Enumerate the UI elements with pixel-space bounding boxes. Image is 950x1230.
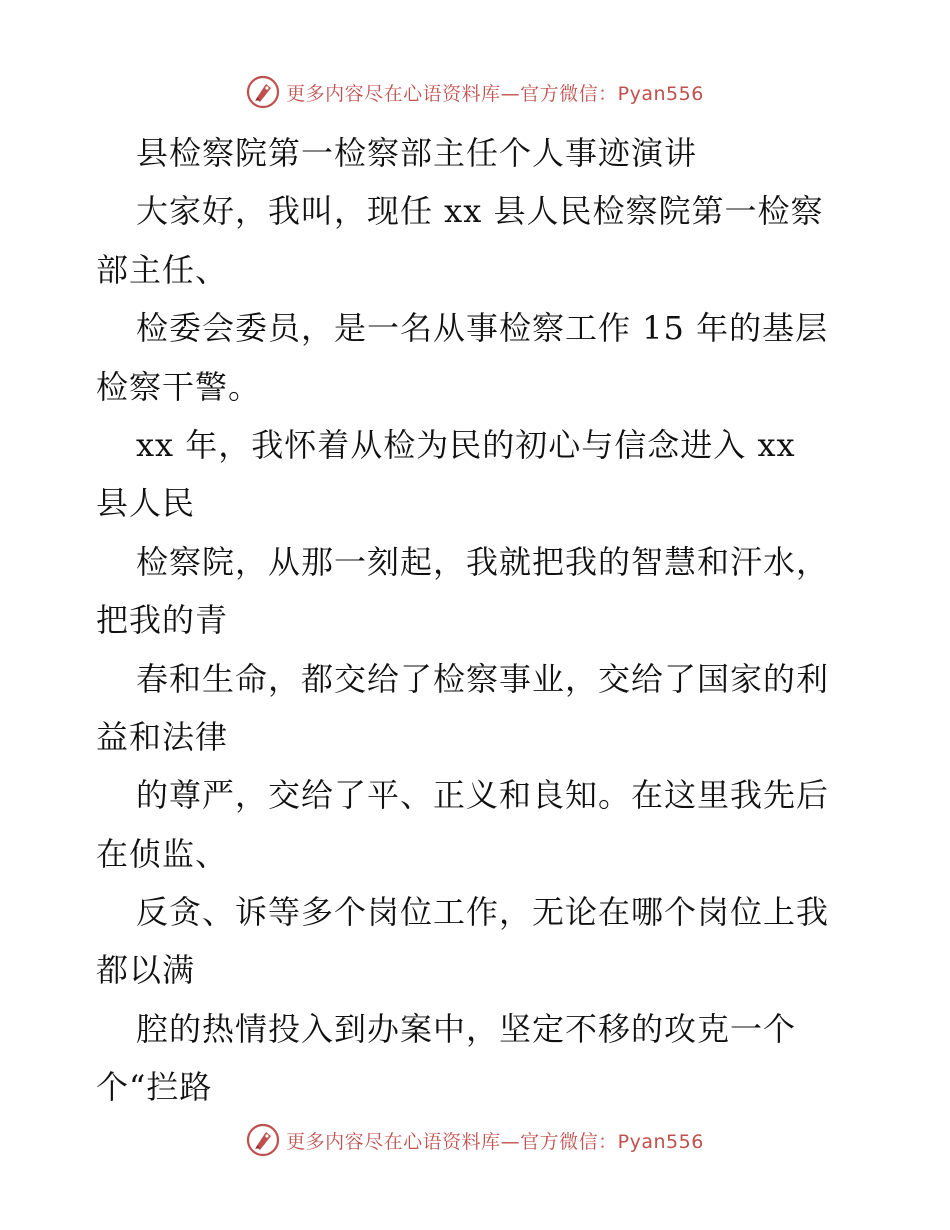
pen-nib-logo-icon (246, 75, 280, 109)
paragraph-line: 腔的热情投入到办案中，坚定不移的攻克一个 (136, 1009, 797, 1048)
footer-banner-text: 更多内容尽在心语资料库—官方微信：Pyan556 (286, 1130, 704, 1153)
header-banner (0, 72, 950, 112)
document-body (96, 124, 856, 1117)
paragraph-line: 把我的青 (96, 601, 229, 640)
paragraph-line: 在侦监、 (96, 834, 229, 873)
paragraph-line: 检察院，从那一刻起，我就把我的智慧和汗水， (136, 542, 830, 581)
paragraph-line: 春和生命，都交给了检察事业，交给了国家的利 (136, 659, 830, 698)
pen-nib-logo-icon (246, 1123, 280, 1157)
paragraph-line: 检察干警。 (96, 367, 262, 406)
paragraph-line: xx 年，我怀着从检为民的初心与信念进入 xx (136, 425, 796, 464)
paragraph-line: 的尊严，交给了平、正义和良知。在这里我先后 (136, 776, 830, 815)
paragraph-line: 个“拦路 (96, 1068, 213, 1107)
document-title: 县检察院第一检察部主任个人事迹演讲 (136, 134, 698, 172)
paragraph-line: 益和法律 (96, 717, 229, 756)
paragraph-line: 检委会委员，是一名从事检察工作 15 年的基层 (136, 309, 829, 348)
paragraph-line: 县人民 (96, 484, 196, 523)
paragraph-line: 反贪、诉等多个岗位工作，无论在哪个岗位上我 (136, 893, 830, 932)
header-banner-text: 更多内容尽在心语资料库—官方微信：Pyan556 (286, 82, 704, 105)
paragraph-line: 都以满 (96, 951, 196, 990)
footer-banner (0, 1120, 950, 1160)
paragraph-line: 部主任、 (96, 250, 229, 289)
paragraph-line: 大家好，我叫，现任 xx 县人民检察院第一检察 (136, 192, 824, 231)
